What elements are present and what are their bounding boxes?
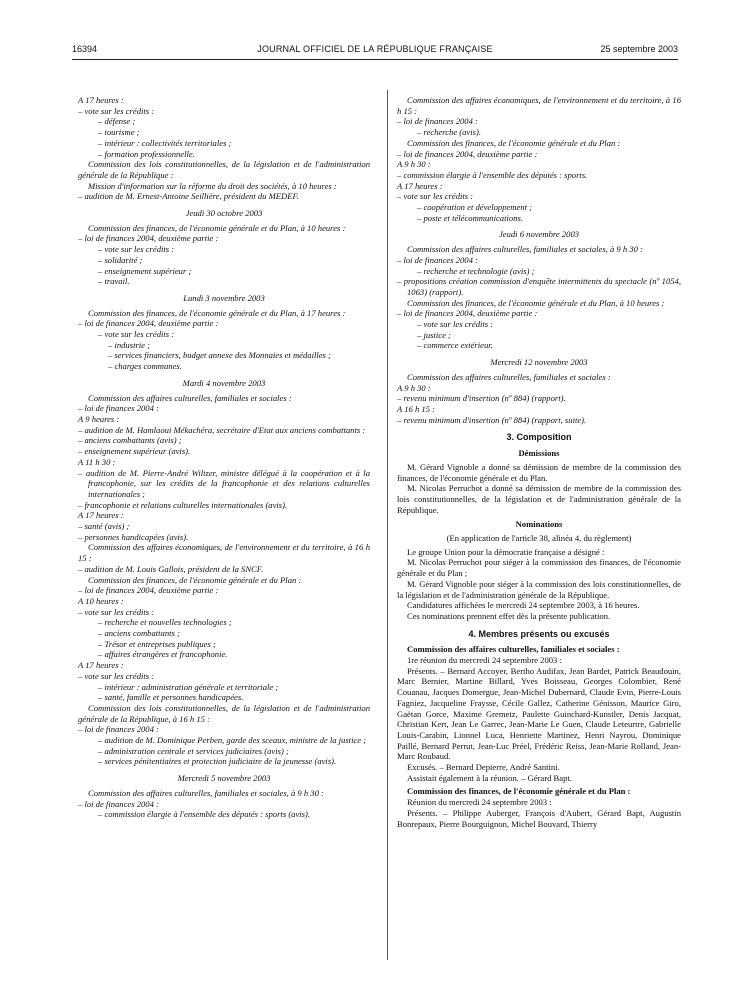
- date-heading: Mardi 4 novembre 2003: [182, 377, 266, 388]
- list-item: – loi de finances 2004 :: [78, 724, 159, 735]
- paragraph: 1re réunion du mercredi 24 septembre 2003 :: [407, 655, 562, 666]
- paragraph: M. Gérard Vignoble pour siéger à la commission des lois constitutionnelles, de la législation et de l'administration générale de la République.: [397, 578, 681, 600]
- list-item: – francophonie et relations culturelles internationales (avis).: [78, 499, 288, 510]
- page-header: [72, 44, 678, 58]
- list-item: – Trésor et entreprises publiques ;: [98, 638, 216, 649]
- paragraph: M. Nicolas Perruchot a donné sa démission de membre de la commission des lois constitutionnelles, de la législation et de l'administration générale de la République.: [397, 483, 681, 515]
- right-column: [397, 95, 681, 829]
- paragraph: Commission des affaires culturelles, familiales et sociales, à 9 h 30 :: [407, 244, 643, 255]
- paragraph: Commission des affaires économiques, de l'environnement et du territoire, à 16 h 15 :: [78, 542, 370, 564]
- list-item: – vote sur les crédits :: [78, 606, 155, 617]
- list-item: – formation professionnelle.: [98, 148, 195, 159]
- paragraph: Commission des affaires culturelles, familiales et sociales :: [88, 392, 292, 403]
- paragraph: Commission des affaires culturelles, familiales et sociales, à 9 h 30 :: [88, 787, 324, 798]
- date-heading: Mercredi 12 novembre 2003: [490, 357, 588, 368]
- paragraph: A 10 heures :: [78, 595, 124, 606]
- paragraph: A 9 heures :: [78, 413, 120, 424]
- paragraph: Commission des affaires culturelles, familiales et sociales :: [407, 371, 611, 382]
- list-item: – audition de M. Pierre-André Wiltzer, ministre délégué à la coopération et à la francophonie, sur les crédits de la francophonie et des relations culturelles internationales ;: [78, 467, 370, 499]
- list-item: – loi de finances 2004, deuxième partie :: [78, 585, 219, 596]
- list-item: – loi de finances 2004, deuxième partie :: [397, 148, 538, 159]
- paragraph: Réunion du mercredi 24 septembre 2003 :: [407, 797, 552, 808]
- paragraph: Excusés. – Bernard Depierre, André Santini.: [407, 762, 560, 773]
- paragraph: Commission des finances, de l'économie générale et du Plan :: [407, 786, 631, 797]
- list-item: – personnes handicapées (avis).: [78, 531, 189, 542]
- list-item: – anciens combattants (avis) ;: [78, 435, 182, 446]
- header-rule: [72, 59, 678, 60]
- paragraph: A 17 heures :: [78, 95, 124, 105]
- paragraph: M. Nicolas Perruchot pour siéger à la commission des finances, de l'économie générale et du Plan ;: [397, 557, 681, 579]
- paragraph: Mission d'information sur la réforme du droit des sociétés, à 10 heures :: [88, 180, 337, 191]
- paragraph: Présents. – Philippe Auberger, François d'Aubert, Gérard Bapt, Augustin Bonrepaux, Pierre Bourguignon, Michel Bouvard, Thierry: [397, 807, 681, 829]
- list-item: – charges communes.: [108, 361, 182, 372]
- journal-title: JOURNAL OFFICIEL DE LA RÉPUBLIQUE FRANÇAISE: [257, 44, 493, 54]
- paragraph: Commission des lois constitutionnelles, de la législation et de l'administration générale de la République :: [78, 159, 370, 180]
- list-item: – recherche et nouvelles technologies ;: [98, 617, 232, 628]
- list-item: – loi de finances 2004 :: [78, 798, 159, 809]
- list-item: – industrie ;: [108, 339, 151, 350]
- paragraph: (En application de l'article 38, alinéa 4, du règlement): [446, 533, 632, 544]
- column-divider: [387, 90, 388, 960]
- list-item: – vote sur les crédits :: [98, 329, 175, 340]
- paragraph: A 11 h 30 :: [78, 456, 116, 467]
- paragraph: Ces nominations prennent effet dès la présente publication.: [407, 610, 611, 621]
- paragraph: Commission des affaires économiques, de l'environnement et du territoire, à 16 h 15 :: [397, 95, 681, 116]
- list-item: – solidarité ;: [98, 254, 143, 265]
- paragraph: A 9 h 30 :: [397, 159, 431, 170]
- list-item: – intérieur : administration générale et territoriale ;: [98, 681, 279, 692]
- list-item: – santé (avis) ;: [78, 521, 130, 532]
- paragraph: Commission des finances, de l'économie générale et du Plan, à 17 heures :: [88, 307, 346, 318]
- paragraph: A 17 heures :: [78, 660, 124, 671]
- list-item: – loi de finances 2004, deuxième partie :: [78, 318, 219, 329]
- list-item: – audition de M. Hamlaoui Mékachéra, secrétaire d'Etat aux anciens combattants :: [78, 424, 366, 435]
- list-item: – audition de M. Dominique Perben, garde des sceaux, ministre de la justice ;: [98, 735, 367, 746]
- list-item: – revenu minimum d'insertion (nº 884) (rapport).: [397, 393, 566, 404]
- paragraph: A 17 heures :: [78, 510, 124, 521]
- list-item: – vote sur les crédits :: [397, 191, 474, 202]
- list-item: – commerce extérieur.: [417, 340, 493, 351]
- list-item: – loi de finances 2004 :: [397, 116, 478, 127]
- section-heading: 4. Membres présents ou excusés: [468, 628, 610, 639]
- paragraph: Assistait également à la réunion. – Gérard Bapt.: [407, 772, 572, 783]
- paragraph: A 16 h 15 :: [397, 403, 436, 414]
- paragraph: A 17 heures :: [397, 180, 443, 191]
- date-heading: Lundi 3 novembre 2003: [183, 292, 265, 303]
- paragraph: Commission des finances, de l'économie générale et du Plan :: [88, 574, 302, 585]
- list-item: – vote sur les crédits :: [417, 319, 494, 330]
- issue-date: 25 septembre 2003: [600, 44, 678, 54]
- list-item: – justice ;: [417, 329, 451, 340]
- list-item: – enseignement supérieur (avis).: [78, 446, 191, 457]
- date-heading: Jeudi 6 novembre 2003: [498, 229, 580, 240]
- list-item: – propositions création commission d'enquête intermittents du spectacle (nº 1054, 1063) (rapport).: [397, 276, 681, 297]
- paragraph: Commission des finances, de l'économie générale et du Plan :: [407, 137, 621, 148]
- section-heading: 3. Composition: [506, 432, 572, 443]
- list-item: – travail.: [98, 276, 130, 287]
- list-item: – audition de M. Louis Gallois, président de la SNCF.: [78, 563, 264, 574]
- list-item: – loi de finances 2004, deuxième partie :: [397, 308, 538, 319]
- left-column: [78, 95, 370, 820]
- list-item: – vote sur les crédits :: [78, 105, 155, 116]
- list-item: – audition de M. Ernest-Antoine Seillière, président du MEDEF.: [78, 191, 299, 202]
- list-item: – administration centrale et services judiciaires (avis) ;: [98, 745, 289, 756]
- paragraph: Commission des lois constitutionnelles, de la législation et de l'administration générale de la République, à 16 h 15 :: [78, 702, 370, 724]
- list-item: – défense ;: [98, 116, 136, 127]
- paragraph: Commission des finances, de l'économie générale et du Plan, à 10 heures :: [88, 222, 346, 233]
- list-item: – commission élargie à l'ensemble des députés : sports.: [397, 169, 588, 180]
- list-item: – affaires étrangères et francophonie.: [98, 649, 228, 660]
- paragraph: M. Gérard Vignoble a donné sa démission de membre de la commission des finances, de l'économie générale et du Plan.: [397, 461, 681, 483]
- paragraph: Commission des finances, de l'économie générale et du Plan, à 10 heures :: [407, 297, 665, 308]
- list-item: – loi de finances 2004 :: [397, 254, 478, 265]
- list-item: – services financiers, budget annexe des Monnaies et médailles ;: [108, 350, 331, 361]
- subsection-heading: Nominations: [515, 519, 563, 530]
- list-item: – tourisme ;: [98, 127, 140, 138]
- page-number: 16394: [72, 44, 98, 54]
- list-item: – vote sur les crédits :: [78, 670, 155, 681]
- subsection-heading: Démissions: [518, 448, 560, 459]
- list-item: – intérieur : collectivités territoriales ;: [98, 137, 232, 148]
- paragraph: Candidatures affichées le mercredi 24 septembre 2003, à 16 heures.: [407, 600, 640, 611]
- list-item: – services pénitentiaires et protection judiciaire de la jeunesse (avis).: [98, 756, 337, 767]
- date-heading: Jeudi 30 octobre 2003: [185, 208, 263, 219]
- list-item: – revenu minimum d'insertion (nº 884) (rapport, suite).: [397, 414, 587, 425]
- list-item: – recherche et technologie (avis) ;: [417, 265, 535, 276]
- paragraph: A 9 h 30 :: [397, 382, 431, 393]
- list-item: – enseignement supérieur ;: [98, 265, 192, 276]
- list-item: – santé, famille et personnes handicapées.: [98, 692, 244, 703]
- list-item: – vote sur les crédits :: [98, 244, 175, 255]
- list-item: – anciens combattants ;: [98, 628, 180, 639]
- paragraph: Commission des affaires culturelles, familiales et sociales :: [407, 644, 620, 655]
- paragraph: Le groupe Union pour la démocratie française a désigné :: [407, 546, 605, 557]
- list-item: – recherche (avis).: [417, 127, 482, 138]
- list-item: – coopération et développement ;: [417, 202, 533, 213]
- list-item: – loi de finances 2004 :: [78, 403, 159, 414]
- list-item: – commission élargie à l'ensemble des députés : sports (avis).: [98, 809, 311, 820]
- list-item: – loi de finances 2004, deuxième partie :: [78, 233, 219, 244]
- date-heading: Mercredi 5 novembre 2003: [177, 773, 271, 784]
- paragraph: Présents. – Bernard Accoyer, Bertho Audifax, Jean Bardet, Patrick Beaudouin, Marc Bernier, Martine Billard, Yves Boisseau, Georges Colombier, René Couanau, Jacques Domergue, Jean-Michel Dubernard, Claude Evin, Pierre-Louis Fagniez, Jacqueline Fraysse, Cécile Gallez, Catherine Génisson, Maurice Giro, Gaëtan Gorce, Maxime Gremetz, Paulette Guinchard-Kunstler, Denis Jacquat, Christian Kert, Jean Le Garrec, Jean-Marie Le Guen, Claude Leteurtre, Gabrielle Louis-Carabin, Lionnel Luca, Henriette Martinez, Henri Nayrou, Dominique Paillé, Bernard Perrut, Jean-Luc Préel, Frédéric Reiss, Jean-Marie Rolland, Jean-Marc Roubaud.: [397, 665, 681, 762]
- list-item: – poste et télécommunications.: [417, 212, 523, 223]
